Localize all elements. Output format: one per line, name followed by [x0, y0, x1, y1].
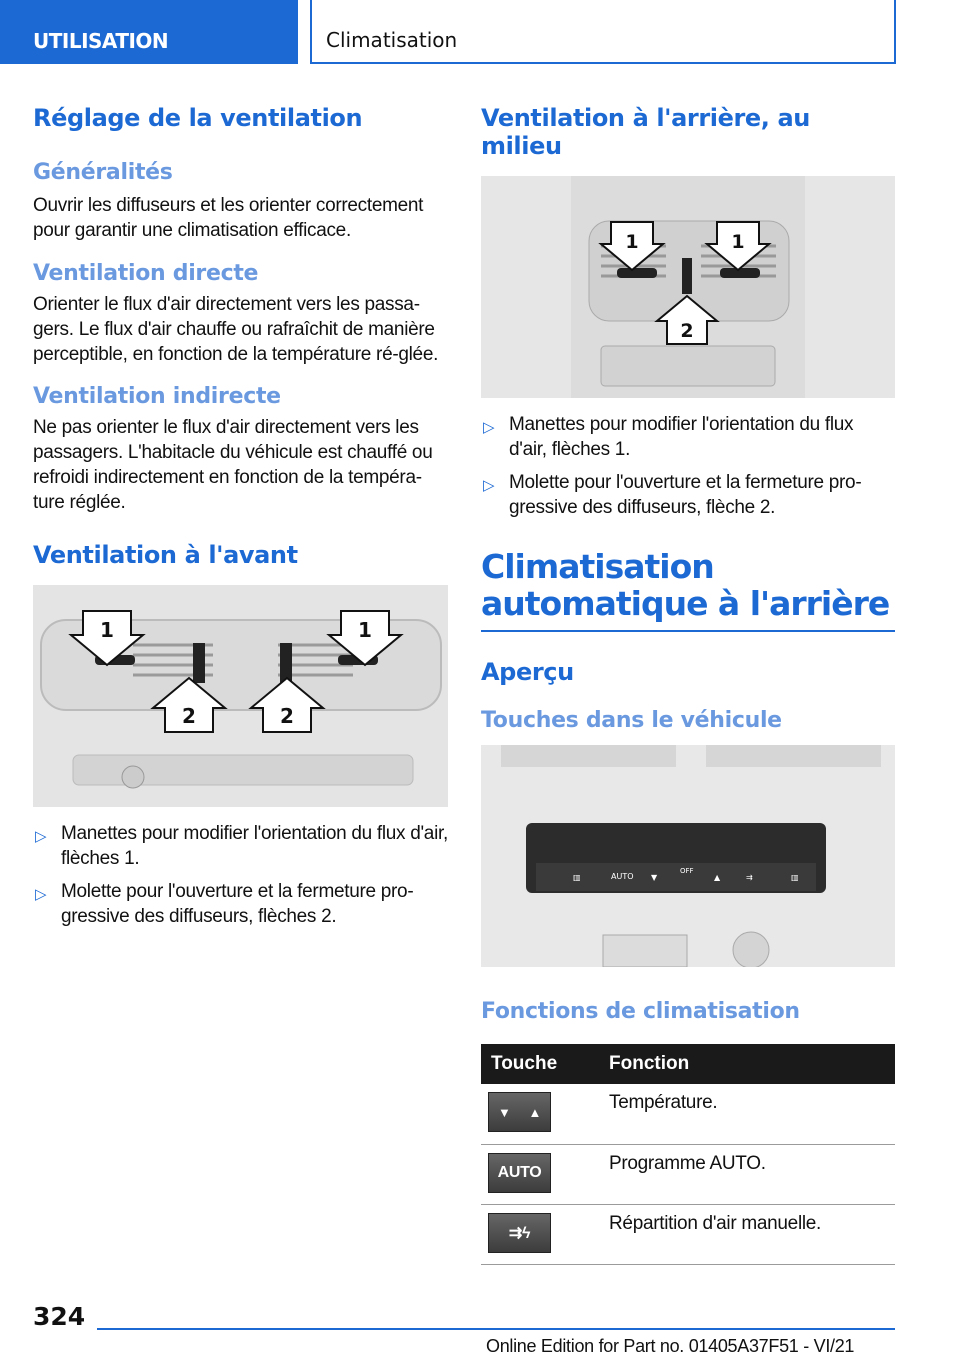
front-bullet-list [33, 821, 448, 929]
title-rule [481, 630, 895, 632]
key-cell [481, 1204, 609, 1264]
key-cell [481, 1084, 609, 1144]
left-column [33, 98, 448, 937]
svg-text:▼: ▼ [651, 873, 658, 882]
arrow-label-1-right: 1 [358, 618, 372, 642]
arrow-label-1-right: 1 [731, 231, 745, 253]
arrow-label-2-left: 2 [182, 704, 196, 728]
svg-text:⇉: ⇉ [746, 873, 753, 882]
table-row [481, 1144, 895, 1204]
triangle-bullet-icon: ▷ [483, 477, 495, 494]
list-item: ▷ Molette pour l'ouverture et la fermeture pro-gressive des diffuseurs, flèches 2. [35, 881, 414, 927]
triangle-bullet-icon: ▷ [35, 828, 47, 845]
rear-ventilation-heading: Ventilation à l'arrière, au milieu [481, 104, 810, 160]
svg-text:▥: ▥ [791, 873, 799, 882]
list-item: ▷ Molette pour l'ouverture et la fermeture pro-gressive des diffuseurs, flèche 2. [483, 472, 862, 518]
auto-key-icon: AUTO [488, 1153, 551, 1193]
rear-panel-figure [481, 745, 895, 967]
arrow-label-1-left: 1 [625, 231, 639, 253]
svg-text:▥: ▥ [573, 873, 581, 882]
column-header-touche: Touche [481, 1044, 609, 1084]
functions-table [481, 1044, 895, 1265]
triangle-bullet-icon: ▷ [483, 419, 495, 436]
table-header-row [481, 1044, 895, 1084]
triangle-bullet-icon: ▷ [35, 886, 47, 903]
function-text: Température. [609, 1084, 895, 1144]
indirect-heading: Ventilation indirecte [33, 384, 281, 409]
panel-off-label: OFF [680, 867, 694, 875]
direct-heading: Ventilation directe [33, 261, 259, 286]
arrow-label-2-right: 2 [280, 704, 294, 728]
table-row [481, 1204, 895, 1264]
function-text: Répartition d'air manuelle. [609, 1204, 895, 1264]
front-ventilation-heading: Ventilation à l'avant [33, 541, 298, 569]
rear-bullet-list [481, 412, 895, 520]
function-text: Programme AUTO. [609, 1144, 895, 1204]
rear-climate-title: Climatisation automatique à l'arrière [481, 547, 890, 623]
direct-text: Orienter le flux d'air directement vers les passa-gers. Le flux d'air chauffe ou rafraîchit de manière perceptible, en fonction de la température ré-glée. [33, 294, 439, 365]
air-distribution-icon: ⇉ϟ [488, 1213, 551, 1253]
arrow-label-2: 2 [680, 320, 694, 342]
column-header-fonction: Fonction [609, 1044, 895, 1084]
general-text: Ouvrir les diffuseurs et les orienter correctement pour garantir une climatisation efficace. [33, 195, 424, 241]
footer-rule [97, 1328, 895, 1330]
key-cell [481, 1144, 609, 1204]
list-item: ▷ Manettes pour modifier l'orientation du flux d'air, flèches 1. [35, 823, 448, 869]
section-title: Réglage de la ventilation [33, 104, 363, 132]
general-heading: Généralités [33, 160, 173, 185]
fonctions-heading: Fonctions de climatisation [481, 999, 800, 1024]
indirect-text: Ne pas orienter le flux d'air directement vers les passagers. L'habitacle du véhicule est chauffé ou refroidi indirectement en fonction de la tempéra-ture réglée. [33, 417, 433, 513]
section-tab: UTILISATION [0, 0, 298, 64]
right-column [481, 98, 895, 1265]
apercu-heading: Aperçu [481, 658, 574, 686]
rear-vents-figure [481, 176, 895, 398]
list-item: ▷ Manettes pour modifier l'orientation du flux d'air, flèches 1. [483, 414, 854, 460]
temperature-arrows-icon: ▼ ▲ [488, 1092, 551, 1132]
chapter-tab: Climatisation [310, 0, 896, 64]
table-row [481, 1084, 895, 1144]
panel-auto-label: AUTO [611, 872, 634, 881]
touches-heading: Touches dans le véhicule [481, 708, 782, 733]
svg-text:▲: ▲ [714, 873, 721, 882]
footer-edition: Online Edition for Part no. 01405A37F51 - VI/21 [486, 1336, 855, 1356]
page-number: 324 [33, 1302, 86, 1331]
front-vents-figure [33, 585, 448, 807]
arrow-label-1-left: 1 [100, 618, 114, 642]
